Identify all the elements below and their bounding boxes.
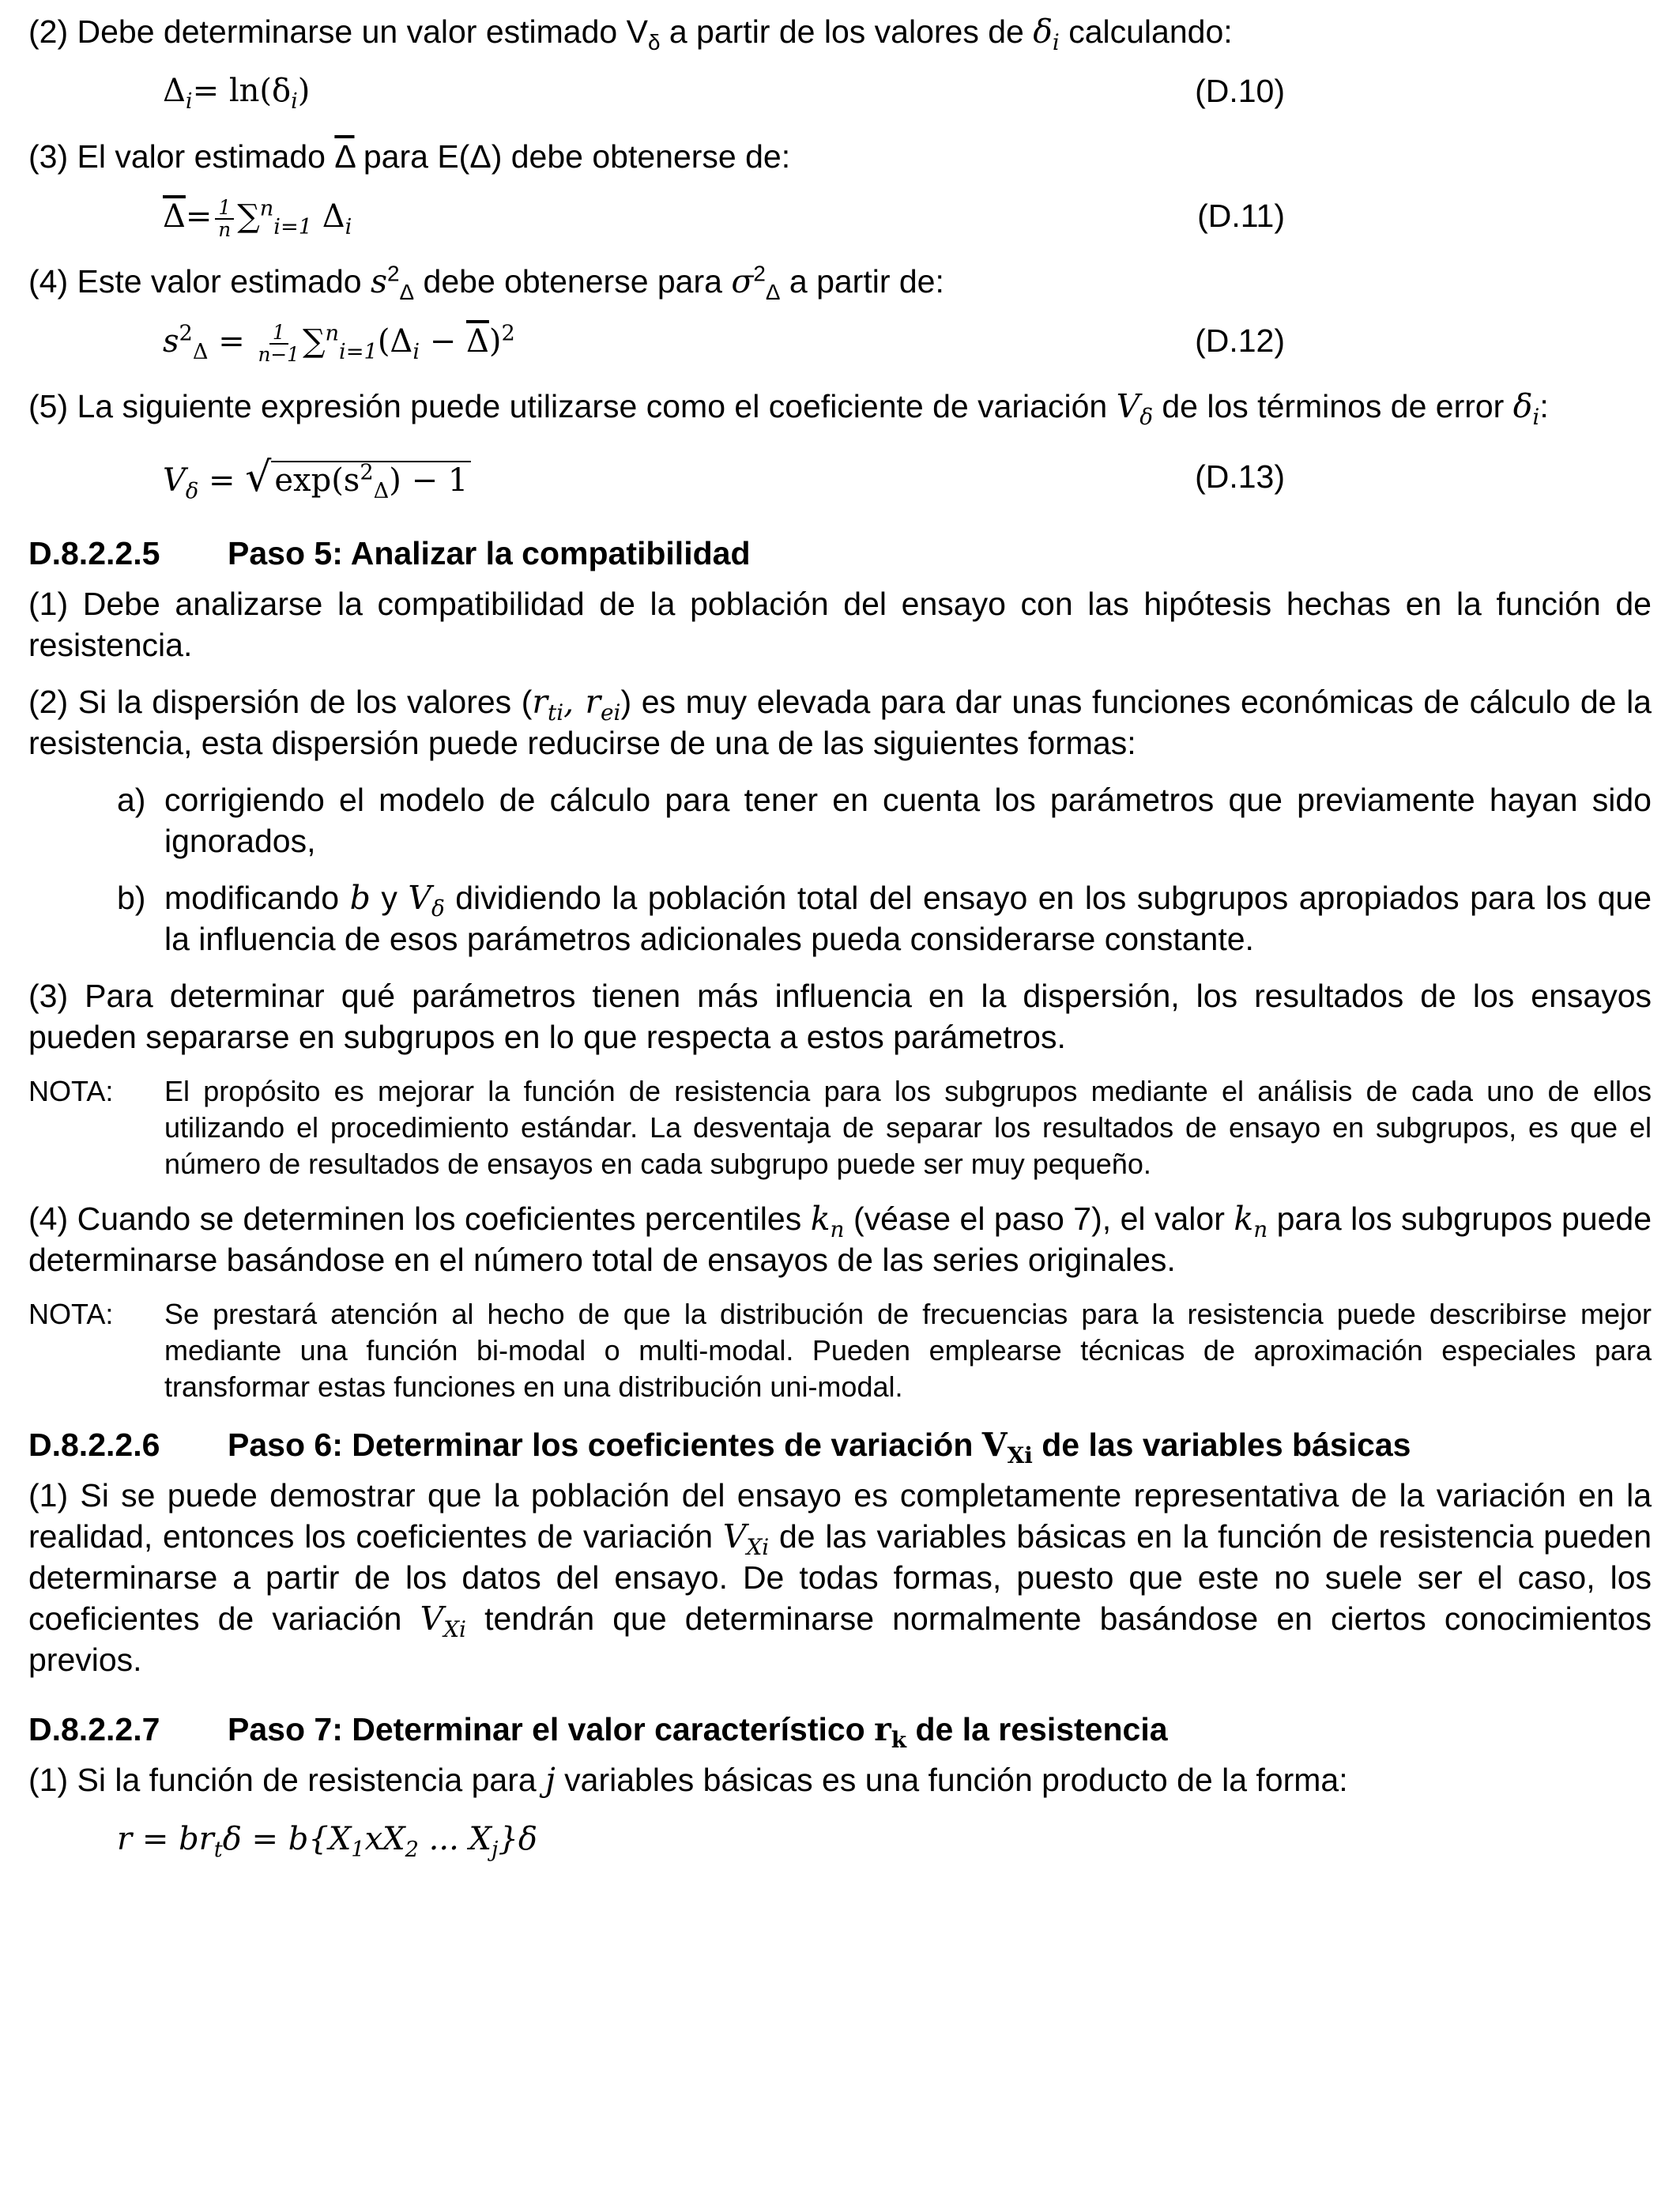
section-title: Paso 6: Determinar los coeficientes de variación $V_{Xi}$ de las variables básicas [228, 1426, 1411, 1469]
paragraph-5-1: (1) Debe analizarse la compatibilidad de la población del ensayo con las hipótesis hechas en la función de resistencia. [28, 586, 1652, 663]
subscript: i [1532, 404, 1540, 431]
note-text: Se prestará atención al hecho de que la distribución de frecuencias para la resistencia puede describirse mejor mediante una función bi-modal o multi-modal. Pueden emplearse técnicas de aproximación especiales para transformar estas funciones en una distribución uni-modal. [164, 1298, 1652, 1403]
note-1 [28, 1073, 1652, 1182]
list-marker: b) [117, 880, 146, 916]
paragraph-5-3: (3) Para determinar qué parámetros tienen más influencia en la dispersión, los resultados de los ensayos pueden separarse en subgrupos en lo que respecta a estos parámetros. [28, 978, 1652, 1055]
equation-d13 [28, 443, 1652, 514]
subscript: i [1052, 29, 1060, 56]
section-heading-7 [28, 1707, 1652, 1754]
section-heading-5 [28, 531, 1652, 575]
equation-expression: $V_\delta$ = √ $\exp(s^2_\Delta) - 1$ [163, 454, 471, 501]
section-number: D.8.2.2.6 [28, 1427, 160, 1463]
text: : [1539, 388, 1549, 424]
section-title: Paso 5: Analizar la compatibilidad [228, 535, 751, 571]
section-number: D.8.2.2.5 [28, 535, 160, 571]
text: a partir de: [780, 263, 944, 300]
text: (5) La siguiente expresión puede utilizarse como el coeficiente de variación [28, 388, 1117, 424]
math-var: δ [1033, 13, 1053, 51]
equation-d11 [28, 193, 1652, 250]
math-var: δ [1512, 387, 1533, 425]
superscript: 2 [753, 261, 766, 286]
math-var: V [1116, 387, 1140, 425]
paragraph-2 [28, 11, 1652, 56]
section-title: Paso 7: Determinar el valor característico $r_k$ de la resistencia [228, 1710, 1168, 1754]
note-text: El propósito es mejorar la función de resistencia para los subgrupos mediante el análisis de cada uno de ellos utilizando el procedimiento estándar. La desventaja de separar los resultados de ensayo en subgrupos, es que el número de resultados de ensayos en cada subgrupo puede ser muy pequeño. [164, 1075, 1652, 1180]
section-heading-6 [28, 1423, 1652, 1467]
equation-expression: $\Delta_i= \ln(\delta_i)$ [163, 73, 311, 114]
text: (2) Debe determinarse un valor estimado V [28, 13, 648, 50]
list-text: modificando b y $V_\delta$ dividiendo la población total del ensayo en los subgrupos apropiados para los que la influencia de esos parámetros adicionales pueda considerarse constante. [164, 879, 1652, 957]
paragraph-3 [28, 136, 1652, 177]
list-item-a [28, 779, 1652, 861]
paragraph-5-4: (4) Cuando se determinen los coeficientes percentiles $k_n$ (véase el paso 7), el valor $k_n$ para los subgrupos puede determinarse basándose en el número total de ensayos de las series originales. [28, 1200, 1652, 1278]
note-label: NOTA: [28, 1298, 114, 1330]
math-var: s [370, 262, 387, 300]
equation-number: (D.10) [1195, 73, 1285, 109]
math-var: σ [731, 262, 754, 300]
paragraph-7-1: (1) Si la función de resistencia para j variables básicas es una función producto de la forma: [28, 1761, 1348, 1799]
text: calculando: [1059, 13, 1233, 50]
paragraph-5-2: (2) Si la dispersión de los valores ($r_{ti}$, $r_{ei}$) es muy elevada para dar unas funciones económicas de cálculo de la resistencia, esta dispersión puede reducirse de una de las siguientes formas: [28, 683, 1652, 761]
paragraph-6-1: (1) Si se puede demostrar que la población del ensayo es completamente representativa de la variación en la realidad, entonces los coeficientes de variación $V_{Xi}$ de las variables básicas en la función de resistencia pueden determinarse a partir de los datos del ensayo. De todas formas, puesto que este no suele ser el caso, los coeficientes de variación $V_{Xi}$ tendrán que determinarse normalmente basándose en ciertos conocimientos previos. [28, 1477, 1652, 1678]
equation-d10 [28, 68, 1652, 125]
subscript: δ [1139, 404, 1153, 431]
equation-expression: $r = br_t\delta = b\{X_1xX_2$ ... $X_j\}\delta$ [117, 1821, 537, 1862]
paragraph-5 [28, 386, 1652, 431]
equation-resistance-product [28, 1816, 1652, 1873]
equation-expression: $\overline{\Delta}=$ $\frac{1}{n}$ ∑$^n_{i=1}$ $\Delta_i$ [163, 196, 352, 242]
section-number: D.8.2.2.7 [28, 1711, 160, 1747]
math-bar: $\overline{\Delta}$ [334, 138, 355, 175]
list-item-b [28, 877, 1652, 959]
text: para E(Δ) debe obtenerse de: [354, 138, 791, 175]
text: a partir de los valores de [660, 13, 1034, 50]
text: (3) El valor estimado [28, 138, 335, 175]
paragraph-4 [28, 261, 1652, 305]
note-2 [28, 1296, 1652, 1405]
equation-d12 [28, 318, 1652, 375]
equation-number: (D.13) [1195, 458, 1285, 495]
subscript: δ [647, 30, 661, 55]
subscript: Δ [765, 280, 781, 305]
note-label: NOTA: [28, 1075, 114, 1107]
equation-number: (D.12) [1195, 322, 1285, 359]
document-page [28, 11, 1652, 1884]
list-text: corrigiendo el modelo de cálculo para tener en cuenta los parámetros que previamente hayan sido ignorados, [164, 782, 1652, 859]
equation-expression: $s^2_\Delta$ = $\frac{1}{n-1}$ $\sum^n_{i=1}(\Delta_i - \overline{\Delta})^2$ [163, 321, 515, 367]
equation-number: (D.11) [1197, 198, 1285, 234]
text: debe obtenerse para [414, 263, 732, 300]
superscript: 2 [387, 261, 400, 286]
text: de los términos de error [1152, 388, 1513, 424]
text: (4) Este valor estimado [28, 263, 371, 300]
subscript: Δ [399, 280, 415, 305]
list-marker: a) [117, 782, 146, 818]
